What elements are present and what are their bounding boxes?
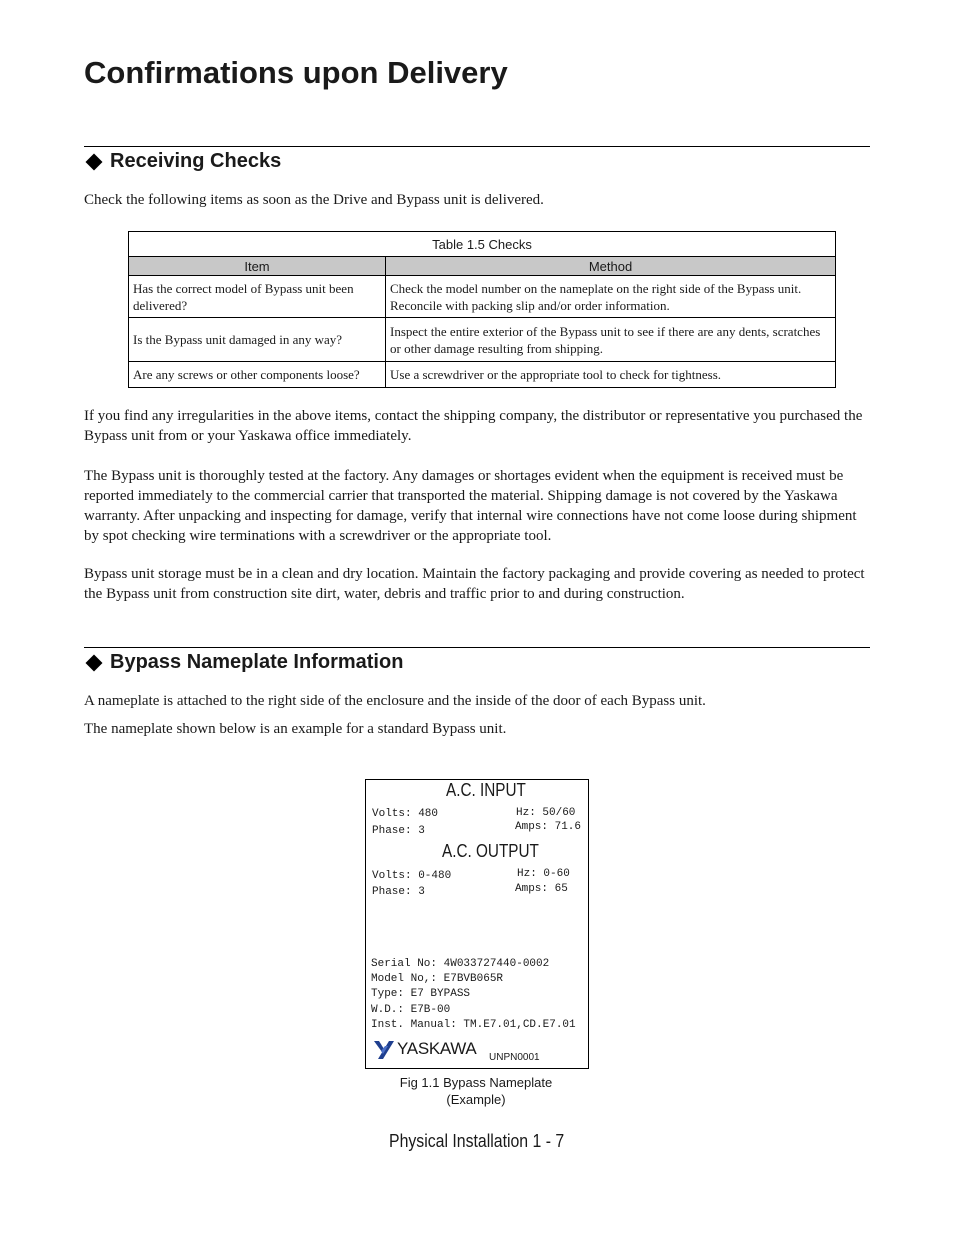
table-header-item: Item bbox=[129, 257, 386, 276]
page-title: Confirmations upon Delivery bbox=[84, 55, 508, 90]
table-row bbox=[129, 362, 836, 388]
unit-type: Type: E7 BYPASS bbox=[371, 988, 471, 1000]
irregularities-paragraph: If you find any irregularities in the above items, contact the shipping company, the distributor or representative you purchased the Bypass unit from or your Yaskawa office immediately. bbox=[84, 408, 863, 444]
table-row bbox=[129, 276, 836, 318]
receiving-intro: Check the following items as soon as the Drive and Bypass unit is delivered. bbox=[84, 192, 544, 208]
output-phase: Phase: 3 bbox=[372, 886, 425, 898]
model-number: Model No,: E7BVB065R bbox=[371, 973, 504, 985]
section-divider bbox=[84, 647, 870, 648]
nameplate-para-2: The nameplate shown below is an example for a standard Bypass unit. bbox=[84, 721, 507, 737]
checks-table bbox=[128, 231, 836, 388]
table-cell-item: Has the correct model of Bypass unit been delivered? bbox=[129, 276, 386, 318]
table-cell-method: Use a screwdriver or the appropriate tool to check for tightness. bbox=[386, 362, 836, 388]
yaskawa-logo-icon bbox=[373, 1038, 395, 1060]
testing-paragraph: The Bypass unit is thoroughly tested at the factory. Any damages or shortages evident when the equipment is received must be reported immediately to the commercial carrier that transported the material. Shipping damage is not covered by the Yaskawa warranty. After unpacking and inspecting for damage, verify that internal wire connections have not come loose during shipment by spot checking wire terminations with a screwdriver or the appropriate tool. bbox=[84, 468, 857, 544]
output-hz: Hz: 0-60 bbox=[517, 868, 570, 880]
nameplate-figure bbox=[365, 779, 589, 1069]
table-header-method: Method bbox=[386, 257, 836, 276]
table-row bbox=[129, 318, 836, 362]
yaskawa-logo-text: YASKAWA bbox=[397, 1039, 477, 1058]
nameplate-para-1: A nameplate is attached to the right side of the enclosure and the inside of the door of each Bypass unit. bbox=[84, 693, 706, 709]
figure-caption-line-2: (Example) bbox=[446, 1092, 506, 1107]
output-amps: Amps: 65 bbox=[515, 883, 568, 895]
ac-output-heading: A.C. OUTPUT bbox=[442, 841, 539, 861]
table-cell-method: Check the model number on the nameplate on the right side of the Bypass unit. Reconcile with packing slip and/or order information. bbox=[386, 276, 836, 318]
ac-input-heading: A.C. INPUT bbox=[446, 780, 526, 800]
input-phase: Phase: 3 bbox=[372, 825, 425, 837]
section-heading-text: Bypass Nameplate Information bbox=[110, 651, 404, 673]
section-heading-bypass-nameplate bbox=[84, 651, 403, 674]
section-divider bbox=[84, 146, 870, 147]
wiring-diagram: W.D.: E7B-00 bbox=[371, 1004, 451, 1016]
figure-caption bbox=[365, 1074, 587, 1108]
serial-number: Serial No: 4W033727440-0002 bbox=[371, 958, 550, 970]
nameplate-code: UNPN0001 bbox=[489, 1052, 540, 1063]
table-caption: Table 1.5 Checks bbox=[129, 232, 836, 257]
diamond-bullet-icon bbox=[86, 153, 103, 170]
storage-paragraph: Bypass unit storage must be in a clean and dry location. Maintain the factory packaging and provide covering as needed to protect the Bypass unit from construction site dirt, water, debris and traffic prior to and during construction. bbox=[84, 566, 865, 602]
output-volts: Volts: 0-480 bbox=[372, 870, 452, 882]
table-header-row bbox=[129, 257, 836, 276]
figure-caption-line-1: Fig 1.1 Bypass Nameplate bbox=[399, 1075, 553, 1090]
input-amps: Amps: 71.6 bbox=[515, 821, 582, 833]
input-volts: Volts: 480 bbox=[372, 808, 439, 820]
section-heading-receiving-checks bbox=[84, 150, 281, 173]
table-cell-item: Are any screws or other components loose? bbox=[129, 362, 386, 388]
table-cell-item: Is the Bypass unit damaged in any way? bbox=[129, 318, 386, 362]
page-footer: Physical Installation 1 - 7 bbox=[389, 1131, 565, 1151]
yaskawa-logo bbox=[373, 1038, 476, 1060]
diamond-bullet-icon bbox=[86, 654, 103, 671]
table-cell-method: Inspect the entire exterior of the Bypass unit to see if there are any dents, scratches or other damage resulting from shipping. bbox=[386, 318, 836, 362]
input-hz: Hz: 50/60 bbox=[516, 807, 576, 819]
section-heading-text: Receiving Checks bbox=[110, 150, 282, 172]
table-caption-row bbox=[129, 232, 836, 257]
install-manual: Inst. Manual: TM.E7.01,CD.E7.01 bbox=[371, 1019, 576, 1031]
